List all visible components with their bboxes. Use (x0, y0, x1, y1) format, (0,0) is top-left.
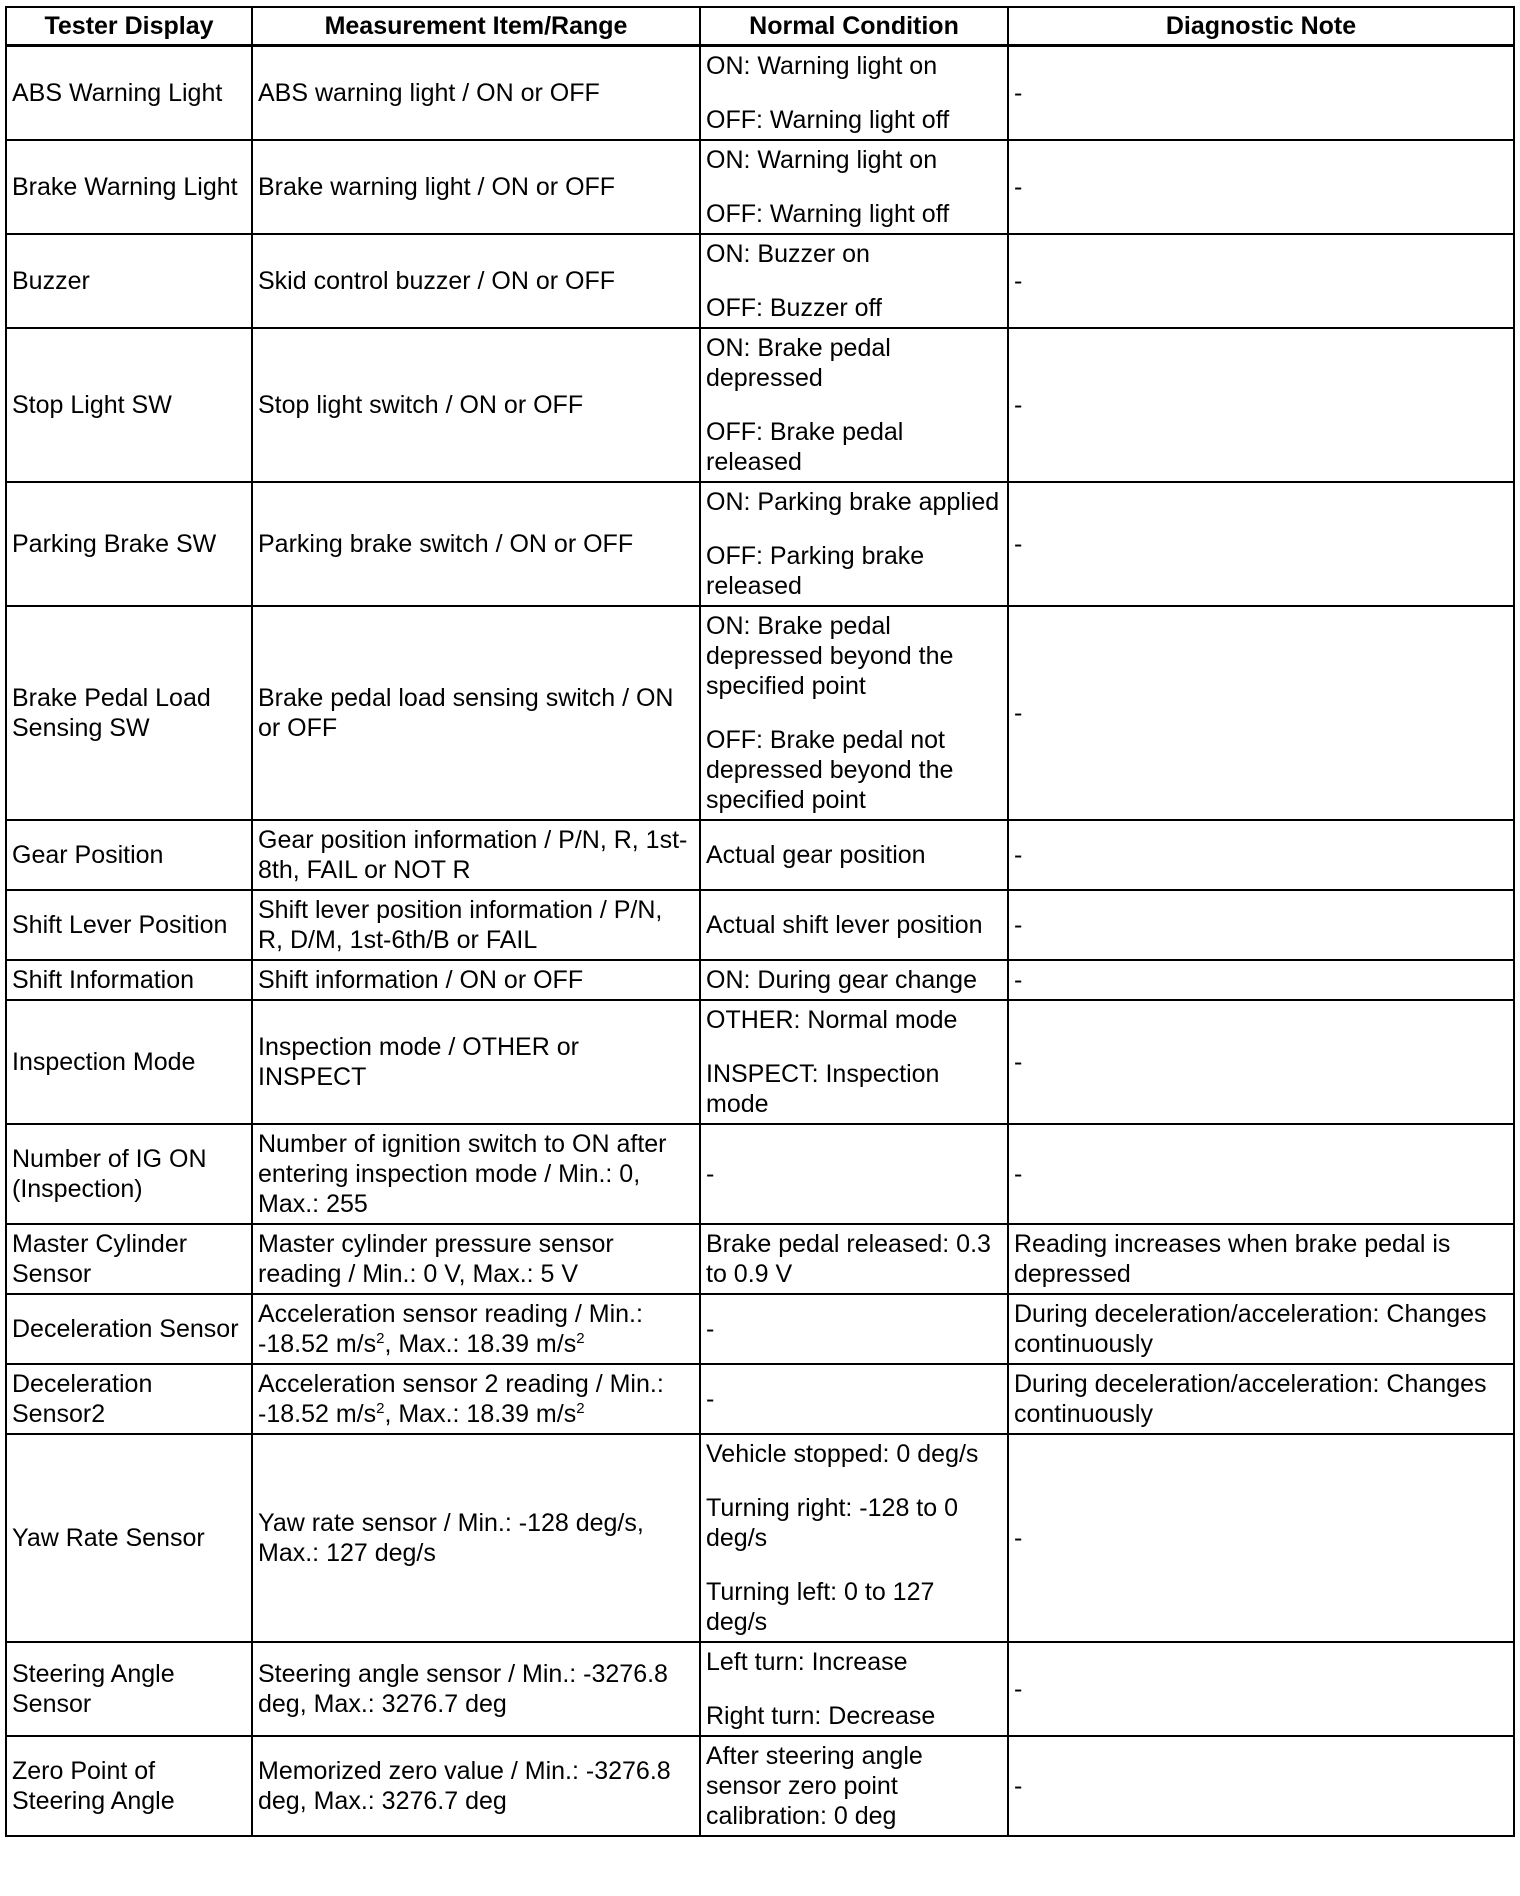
tester-display-cell: Buzzer (6, 234, 252, 328)
measurement-item-cell: Yaw rate sensor / Min.: -128 deg/s, Max.: 127 deg/s (252, 1434, 700, 1642)
item-text: , Max.: 18.39 m/s (384, 1330, 577, 1358)
measurement-item-cell: Shift lever position information / P/N, R, D/M, 1st-6th/B or FAIL (252, 890, 700, 960)
normal-condition-cell (700, 820, 1008, 890)
tester-display-cell: ABS Warning Light (6, 46, 252, 141)
condition-line: - (706, 1385, 715, 1413)
table-row (6, 1642, 1514, 1736)
table-row (6, 46, 1514, 141)
diagnostic-note-cell: During deceleration/acceleration: Changes continuously (1008, 1294, 1514, 1364)
tester-display-cell: Deceleration Sensor2 (6, 1364, 252, 1434)
normal-condition-cell (700, 482, 1008, 606)
diagnostic-note-cell: - (1008, 234, 1514, 328)
diagnostic-note-cell: - (1008, 1434, 1514, 1642)
table-row (6, 1364, 1514, 1434)
condition-line: Right turn: Decrease (706, 1702, 936, 1730)
normal-condition-cell (700, 1434, 1008, 1642)
condition-line: OFF: Warning light off (706, 200, 950, 228)
table-row (6, 482, 1514, 606)
diagnostic-note-cell: - (1008, 820, 1514, 890)
condition-line: OFF: Brake pedal released (706, 418, 904, 476)
normal-condition-cell (700, 960, 1008, 1000)
diagnostic-note-cell: - (1008, 1736, 1514, 1836)
condition-line: Turning left: 0 to 127 deg/s (706, 1578, 935, 1636)
item-text: Acceleration sensor reading / Min.: -18.52 m/s (258, 1300, 643, 1358)
item-superscript: 2 (576, 1400, 585, 1417)
diagnostic-note-cell: - (1008, 140, 1514, 234)
diagnostic-note-cell: - (1008, 606, 1514, 820)
diagnostic-note-cell: - (1008, 1642, 1514, 1736)
tester-display-cell: Number of IG ON (Inspection) (6, 1124, 252, 1224)
tester-display-cell: Parking Brake SW (6, 482, 252, 606)
diagnostic-note-cell: - (1008, 1124, 1514, 1224)
table-row (6, 140, 1514, 234)
measurement-item-cell: Number of ignition switch to ON after entering inspection mode / Min.: 0, Max.: 255 (252, 1124, 700, 1224)
condition-line: OTHER: Normal mode (706, 1006, 958, 1034)
condition-line: ON: Warning light on (706, 146, 938, 174)
measurement-item-cell: Parking brake switch / ON or OFF (252, 482, 700, 606)
tester-display-cell: Stop Light SW (6, 328, 252, 482)
measurement-item-cell: Memorized zero value / Min.: -3276.8 deg, Max.: 3276.7 deg (252, 1736, 700, 1836)
header-row (6, 7, 1514, 46)
table-row (6, 1000, 1514, 1124)
normal-condition-cell (700, 1000, 1008, 1124)
diagnostic-note-cell: - (1008, 46, 1514, 141)
diagnostic-note-cell: Reading increases when brake pedal is depressed (1008, 1224, 1514, 1294)
measurement-item-cell (252, 1294, 700, 1364)
tester-display-cell: Brake Pedal Load Sensing SW (6, 606, 252, 820)
measurement-item-cell: Skid control buzzer / ON or OFF (252, 234, 700, 328)
condition-line: Left turn: Increase (706, 1648, 908, 1676)
normal-condition-cell (700, 1364, 1008, 1434)
condition-line: - (706, 1160, 715, 1188)
table-row (6, 1124, 1514, 1224)
item-text: , Max.: 18.39 m/s (384, 1400, 577, 1428)
condition-line: ON: During gear change (706, 966, 977, 994)
item-superscript: 2 (376, 1400, 385, 1417)
measurement-item-cell (252, 1364, 700, 1434)
header-measurement-item: Measurement Item/Range (252, 7, 700, 46)
normal-condition-cell (700, 1294, 1008, 1364)
measurement-item-cell: ABS warning light / ON or OFF (252, 46, 700, 141)
condition-line: Actual gear position (706, 841, 926, 869)
measurement-item-cell: Gear position information / P/N, R, 1st-8th, FAIL or NOT R (252, 820, 700, 890)
table-row (6, 1294, 1514, 1364)
normal-condition-cell (700, 46, 1008, 141)
tester-display-cell: Gear Position (6, 820, 252, 890)
data-list-sheet (5, 6, 1513, 1837)
condition-line: ON: Buzzer on (706, 240, 870, 268)
table-row (6, 328, 1514, 482)
tester-display-cell: Deceleration Sensor (6, 1294, 252, 1364)
normal-condition-cell (700, 1224, 1008, 1294)
normal-condition-cell (700, 890, 1008, 960)
table-row (6, 1736, 1514, 1836)
condition-line: ON: Brake pedal depressed (706, 334, 891, 392)
tester-display-cell: Yaw Rate Sensor (6, 1434, 252, 1642)
table-row (6, 606, 1514, 820)
tester-display-cell: Zero Point of Steering Angle (6, 1736, 252, 1836)
tester-display-cell: Steering Angle Sensor (6, 1642, 252, 1736)
table-row (6, 960, 1514, 1000)
condition-line: Brake pedal released: 0.3 to 0.9 V (706, 1230, 991, 1288)
condition-line: After steering angle sensor zero point calibration: 0 deg (706, 1742, 923, 1830)
condition-line: ON: Warning light on (706, 52, 938, 80)
condition-line: OFF: Warning light off (706, 106, 950, 134)
diagnostic-note-cell: During deceleration/acceleration: Changes continuously (1008, 1364, 1514, 1434)
measurement-item-cell: Brake warning light / ON or OFF (252, 140, 700, 234)
tester-display-cell: Brake Warning Light (6, 140, 252, 234)
header-diagnostic-note: Diagnostic Note (1008, 7, 1514, 46)
measurement-item-cell: Shift information / ON or OFF (252, 960, 700, 1000)
condition-line: INSPECT: Inspection mode (706, 1060, 940, 1118)
table-row (6, 890, 1514, 960)
measurement-item-cell: Brake pedal load sensing switch / ON or OFF (252, 606, 700, 820)
condition-line: ON: Brake pedal depressed beyond the specified point (706, 612, 954, 700)
condition-line: Actual shift lever position (706, 911, 983, 939)
normal-condition-cell (700, 1736, 1008, 1836)
diagnostic-note-cell: - (1008, 960, 1514, 1000)
tester-display-cell: Shift Lever Position (6, 890, 252, 960)
header-normal-condition: Normal Condition (700, 7, 1008, 46)
table-row (6, 820, 1514, 890)
diagnostic-note-cell: - (1008, 328, 1514, 482)
diagnostic-note-cell: - (1008, 1000, 1514, 1124)
normal-condition-cell (700, 606, 1008, 820)
item-superscript: 2 (376, 1330, 385, 1347)
table-row (6, 234, 1514, 328)
tester-display-cell: Master Cylinder Sensor (6, 1224, 252, 1294)
data-list-table (5, 6, 1515, 1837)
condition-line: Vehicle stopped: 0 deg/s (706, 1440, 979, 1468)
table-row (6, 1434, 1514, 1642)
normal-condition-cell (700, 328, 1008, 482)
condition-line: OFF: Parking brake released (706, 542, 925, 600)
measurement-item-cell: Inspection mode / OTHER or INSPECT (252, 1000, 700, 1124)
measurement-item-cell: Master cylinder pressure sensor reading / Min.: 0 V, Max.: 5 V (252, 1224, 700, 1294)
condition-line: Turning right: -128 to 0 deg/s (706, 1494, 958, 1552)
diagnostic-note-cell: - (1008, 482, 1514, 606)
measurement-item-cell: Steering angle sensor / Min.: -3276.8 deg, Max.: 3276.7 deg (252, 1642, 700, 1736)
item-text: Acceleration sensor 2 reading / Min.: -18.52 m/s (258, 1370, 664, 1428)
tester-display-cell: Inspection Mode (6, 1000, 252, 1124)
item-superscript: 2 (576, 1330, 585, 1347)
condition-line: - (706, 1315, 715, 1343)
condition-line: OFF: Brake pedal not depressed beyond the specified point (706, 726, 954, 814)
normal-condition-cell (700, 234, 1008, 328)
normal-condition-cell (700, 1642, 1008, 1736)
measurement-item-cell: Stop light switch / ON or OFF (252, 328, 700, 482)
normal-condition-cell (700, 140, 1008, 234)
header-tester-display: Tester Display (6, 7, 252, 46)
condition-line: OFF: Buzzer off (706, 294, 882, 322)
diagnostic-note-cell: - (1008, 890, 1514, 960)
normal-condition-cell (700, 1124, 1008, 1224)
table-row (6, 1224, 1514, 1294)
tester-display-cell: Shift Information (6, 960, 252, 1000)
condition-line: ON: Parking brake applied (706, 488, 1000, 516)
